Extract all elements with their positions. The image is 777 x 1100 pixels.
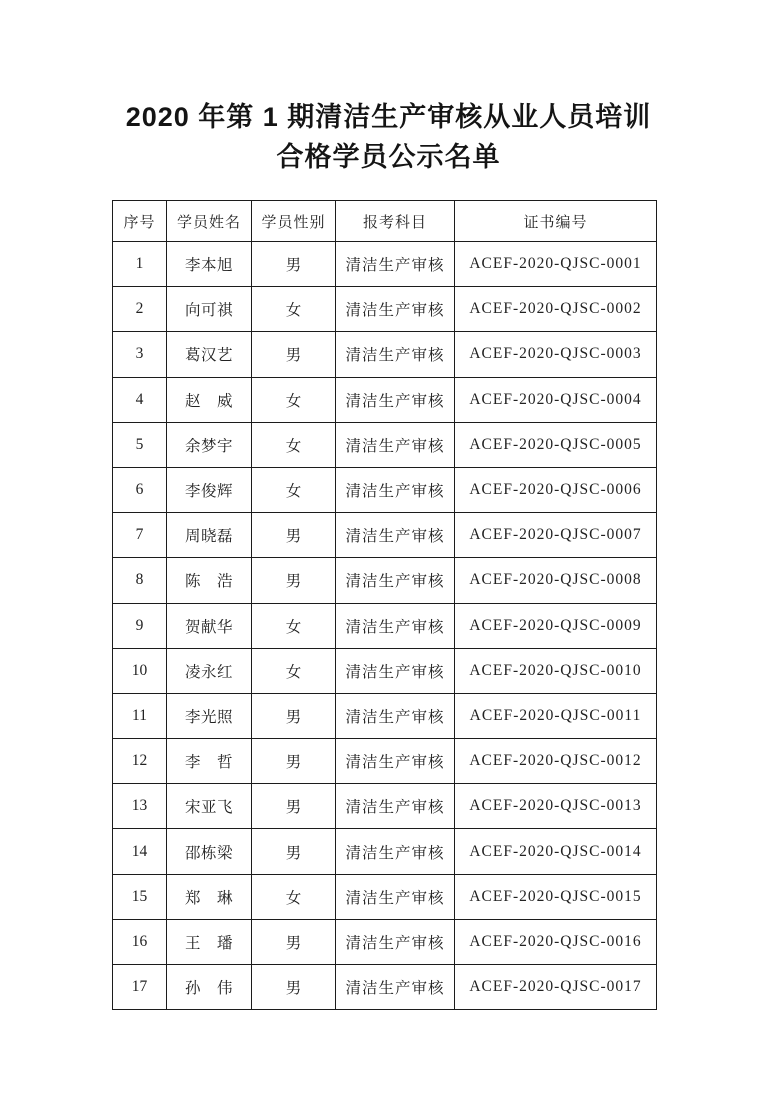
table-row	[113, 693, 657, 738]
cell-cert: ACEF-2020-QJSC-0006	[455, 467, 657, 512]
student-table-body	[113, 242, 657, 1010]
cell-no: 8	[113, 558, 167, 603]
table-header-row	[113, 201, 657, 242]
cell-no: 6	[113, 467, 167, 512]
cell-cert: ACEF-2020-QJSC-0015	[455, 874, 657, 919]
cell-gender: 女	[252, 467, 336, 512]
table-row	[113, 603, 657, 648]
cell-subject: 清洁生产审核	[336, 422, 455, 467]
cell-no: 14	[113, 829, 167, 874]
cell-name: 凌永红	[167, 648, 252, 693]
roster-table-container	[112, 200, 777, 1010]
cell-no: 17	[113, 965, 167, 1010]
cell-cert: ACEF-2020-QJSC-0011	[455, 693, 657, 738]
cell-subject: 清洁生产审核	[336, 919, 455, 964]
cell-gender: 男	[252, 784, 336, 829]
cell-gender: 男	[252, 332, 336, 377]
table-row	[113, 467, 657, 512]
cell-gender: 男	[252, 739, 336, 784]
document-title	[0, 0, 777, 177]
cell-gender: 女	[252, 648, 336, 693]
cell-subject: 清洁生产审核	[336, 739, 455, 784]
cell-gender: 女	[252, 422, 336, 467]
cell-gender: 女	[252, 287, 336, 332]
cell-cert: ACEF-2020-QJSC-0014	[455, 829, 657, 874]
header-cell-subject: 报考科目	[336, 201, 455, 242]
table-row	[113, 558, 657, 603]
cell-name: 宋亚飞	[167, 784, 252, 829]
cell-subject: 清洁生产审核	[336, 242, 455, 287]
cell-subject: 清洁生产审核	[336, 829, 455, 874]
cell-gender: 男	[252, 965, 336, 1010]
table-row	[113, 919, 657, 964]
table-row	[113, 739, 657, 784]
cell-cert: ACEF-2020-QJSC-0005	[455, 422, 657, 467]
table-row	[113, 242, 657, 287]
cell-no: 13	[113, 784, 167, 829]
table-row	[113, 648, 657, 693]
cell-name: 赵 威	[167, 377, 252, 422]
cell-name: 周晓磊	[167, 513, 252, 558]
cell-subject: 清洁生产审核	[336, 513, 455, 558]
table-row	[113, 829, 657, 874]
cell-subject: 清洁生产审核	[336, 287, 455, 332]
cell-subject: 清洁生产审核	[336, 965, 455, 1010]
table-row	[113, 874, 657, 919]
cell-gender: 男	[252, 693, 336, 738]
cell-name: 邵栋梁	[167, 829, 252, 874]
table-row	[113, 287, 657, 332]
cell-no: 3	[113, 332, 167, 377]
cell-gender: 男	[252, 829, 336, 874]
cell-subject: 清洁生产审核	[336, 784, 455, 829]
cell-no: 10	[113, 648, 167, 693]
cell-cert: ACEF-2020-QJSC-0008	[455, 558, 657, 603]
cell-name: 李本旭	[167, 242, 252, 287]
cell-gender: 男	[252, 558, 336, 603]
cell-no: 5	[113, 422, 167, 467]
document-title-line1: 2020 年第 1 期清洁生产审核从业人员培训	[125, 102, 652, 132]
table-row	[113, 784, 657, 829]
cell-name: 葛汉艺	[167, 332, 252, 377]
cell-name: 李俊辉	[167, 467, 252, 512]
cell-name: 李 哲	[167, 739, 252, 784]
cell-no: 12	[113, 739, 167, 784]
cell-subject: 清洁生产审核	[336, 603, 455, 648]
cell-name: 陈 浩	[167, 558, 252, 603]
cell-subject: 清洁生产审核	[336, 467, 455, 512]
cell-cert: ACEF-2020-QJSC-0012	[455, 739, 657, 784]
cell-gender: 男	[252, 919, 336, 964]
cell-cert: ACEF-2020-QJSC-0016	[455, 919, 657, 964]
cell-no: 7	[113, 513, 167, 558]
cell-cert: ACEF-2020-QJSC-0007	[455, 513, 657, 558]
table-row	[113, 422, 657, 467]
cell-subject: 清洁生产审核	[336, 332, 455, 377]
header-cell-gender: 学员性别	[252, 201, 336, 242]
cell-subject: 清洁生产审核	[336, 648, 455, 693]
cell-no: 4	[113, 377, 167, 422]
cell-gender: 男	[252, 242, 336, 287]
cell-no: 15	[113, 874, 167, 919]
header-cell-no: 序号	[113, 201, 167, 242]
table-row	[113, 965, 657, 1010]
cell-name: 李光照	[167, 693, 252, 738]
cell-no: 2	[113, 287, 167, 332]
cell-subject: 清洁生产审核	[336, 377, 455, 422]
cell-cert: ACEF-2020-QJSC-0002	[455, 287, 657, 332]
header-cell-cert: 证书编号	[455, 201, 657, 242]
cell-name: 贺献华	[167, 603, 252, 648]
cell-cert: ACEF-2020-QJSC-0013	[455, 784, 657, 829]
cell-subject: 清洁生产审核	[336, 558, 455, 603]
cell-cert: ACEF-2020-QJSC-0004	[455, 377, 657, 422]
cell-no: 11	[113, 693, 167, 738]
cell-gender: 男	[252, 513, 336, 558]
cell-name: 王 璠	[167, 919, 252, 964]
cell-no: 1	[113, 242, 167, 287]
cell-name: 余梦宇	[167, 422, 252, 467]
cell-name: 向可祺	[167, 287, 252, 332]
cell-subject: 清洁生产审核	[336, 874, 455, 919]
cell-no: 9	[113, 603, 167, 648]
cell-name: 郑 琳	[167, 874, 252, 919]
cell-gender: 女	[252, 874, 336, 919]
students-table	[112, 200, 657, 1010]
header-cell-name: 学员姓名	[167, 201, 252, 242]
cell-name: 孙 伟	[167, 965, 252, 1010]
table-row	[113, 513, 657, 558]
cell-cert: ACEF-2020-QJSC-0003	[455, 332, 657, 377]
cell-cert: ACEF-2020-QJSC-0017	[455, 965, 657, 1010]
cell-no: 16	[113, 919, 167, 964]
table-row	[113, 377, 657, 422]
cell-gender: 女	[252, 603, 336, 648]
table-row	[113, 332, 657, 377]
cell-cert: ACEF-2020-QJSC-0001	[455, 242, 657, 287]
cell-gender: 女	[252, 377, 336, 422]
cell-subject: 清洁生产审核	[336, 693, 455, 738]
cell-cert: ACEF-2020-QJSC-0009	[455, 603, 657, 648]
document-title-line2: 合格学员公示名单	[276, 142, 501, 172]
cell-cert: ACEF-2020-QJSC-0010	[455, 648, 657, 693]
